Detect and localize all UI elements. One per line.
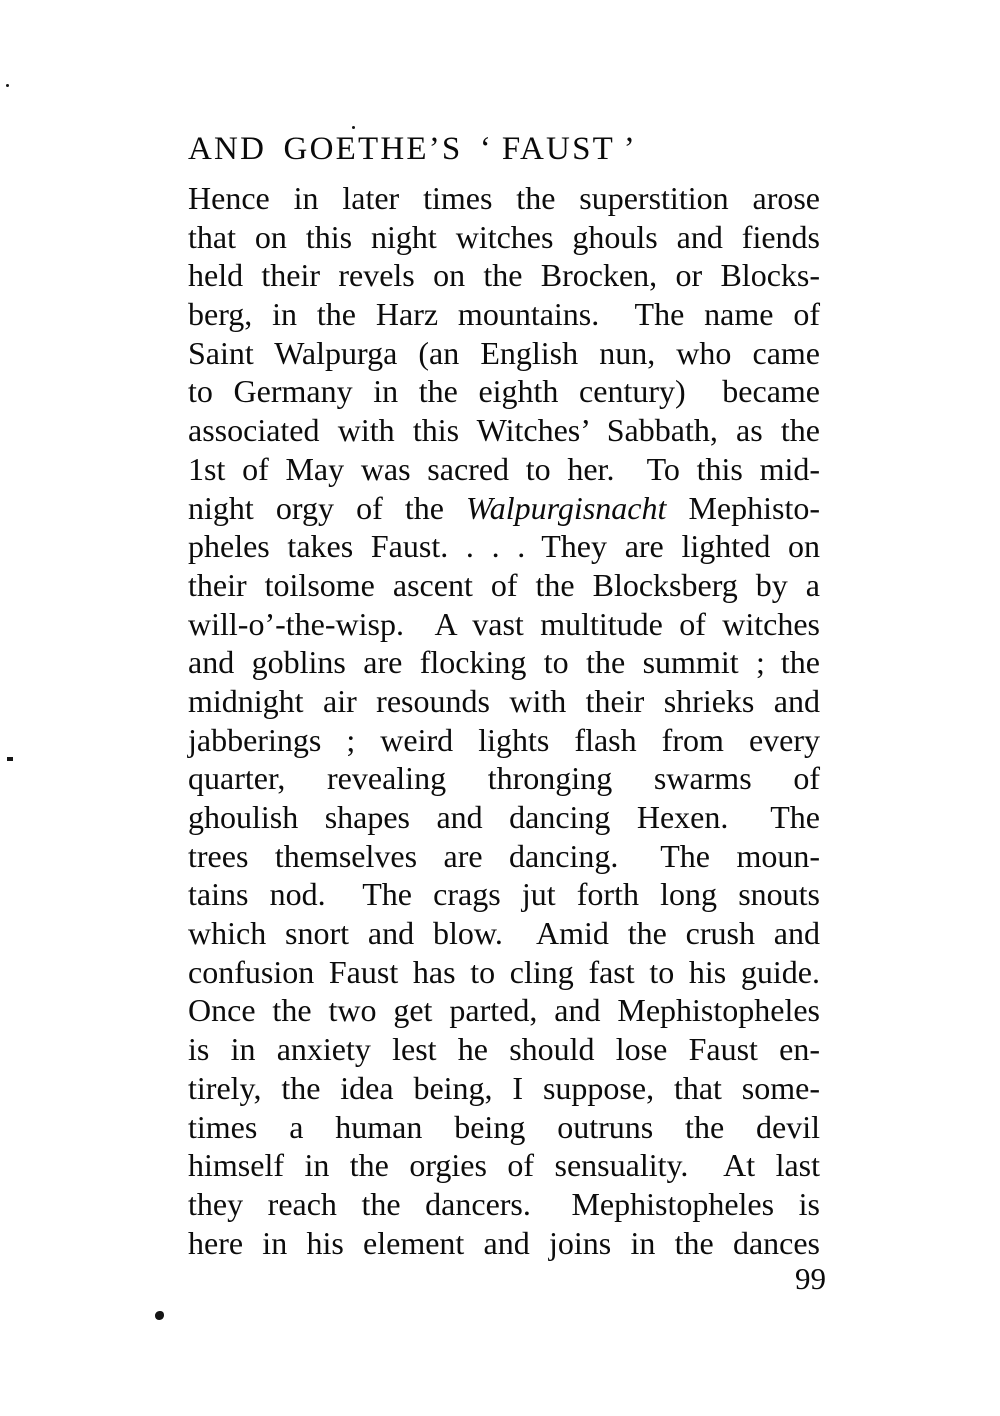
body-line: held their revels on the Brocken, or Blocks- — [188, 257, 820, 294]
body-line: and goblins are flocking to the summit ; the — [188, 644, 820, 681]
chapter-running-head: AND GOETHE’S ‘ FAUST ’ — [188, 131, 637, 167]
body-line-with-italic — [188, 489, 820, 528]
body-line-text: Mephisto- — [666, 489, 821, 526]
body-line: here in his element and joins in the dances — [188, 1224, 820, 1261]
italic-title-walpurgisnacht: Walpurgisnacht — [466, 489, 667, 526]
body-line: himself in the orgies of sensuality. At last — [188, 1147, 820, 1184]
body-line: pheles takes Faust. . . . They are lighted on — [188, 528, 820, 565]
body-text-block — [188, 179, 820, 1262]
body-line: is in anxiety lest he should lose Faust en- — [188, 1031, 820, 1068]
body-line: confusion Faust has to cling fast to his guide. — [188, 953, 820, 990]
body-line: trees themselves are dancing. The moun- — [188, 837, 820, 874]
body-line: ghoulish shapes and dancing Hexen. The — [188, 799, 820, 835]
body-line: to Germany in the eighth century) became — [188, 373, 820, 410]
ink-speck — [352, 126, 355, 129]
body-line: tains nod. The crags jut forth long snouts — [188, 876, 820, 913]
body-line: associated with this Witches’ Sabbath, as the — [188, 412, 820, 449]
ink-speck — [6, 84, 9, 87]
body-line-text: night orgy of the — [188, 489, 467, 526]
body-line: berg, in the Harz mountains. The name of — [188, 296, 820, 333]
ink-speck — [7, 757, 13, 761]
body-line: times a human being outruns the devil — [188, 1108, 820, 1145]
body-line: tirely, the idea being, I suppose, that some- — [188, 1069, 820, 1106]
body-line: 1st of May was sacred to her. To this mid- — [188, 450, 820, 487]
body-line: that on this night witches ghouls and fiends — [188, 218, 820, 255]
body-line: which snort and blow. Amid the crush and — [188, 915, 820, 952]
body-line: Hence in later times the superstition arose — [188, 180, 820, 216]
body-line: Saint Walpurga (an English nun, who came — [188, 334, 820, 371]
ink-speck — [155, 1311, 164, 1320]
body-line: will-o’-the-wisp. A vast multitude of witches — [188, 605, 820, 642]
body-line: midnight air resounds with their shrieks and — [188, 682, 820, 719]
body-line: they reach the dancers. Mephistopheles is — [188, 1185, 820, 1222]
body-line: jabberings ; weird lights flash from every — [188, 721, 820, 758]
body-line: Once the two get parted, and Mephistopheles — [188, 992, 820, 1029]
body-line: quarter, revealing thronging swarms of — [188, 760, 820, 797]
body-line: their toilsome ascent of the Blocksberg by a — [188, 566, 820, 603]
page-number: 99 — [795, 1261, 826, 1296]
